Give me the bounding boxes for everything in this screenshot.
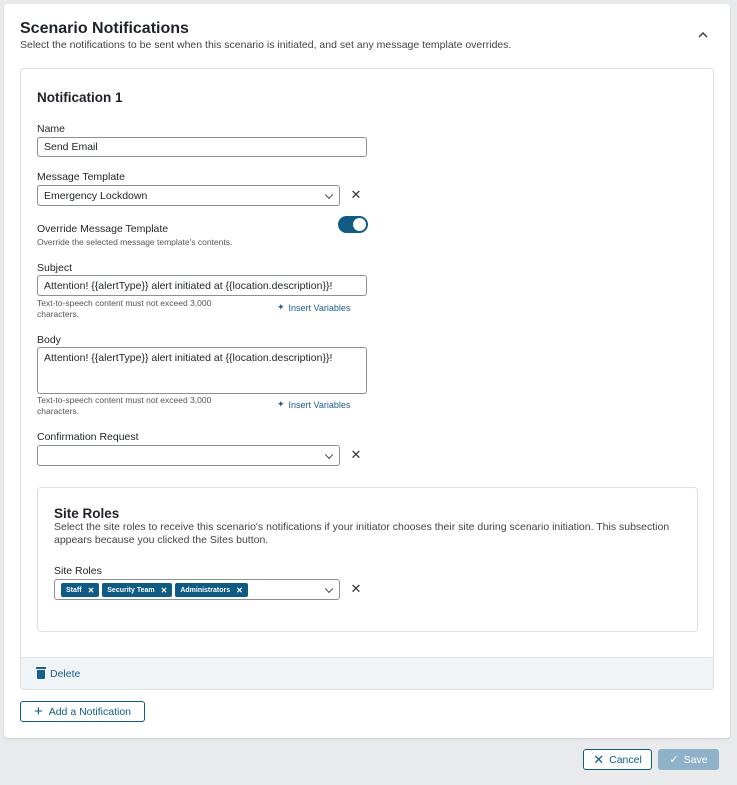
message-template-select[interactable] xyxy=(37,185,340,206)
subject-help: Text-to-speech content must not exceed 3,000 characters. xyxy=(37,298,212,319)
delete-button[interactable] xyxy=(37,668,80,680)
remove-chip-icon[interactable]: ✕ xyxy=(236,585,243,595)
delete-label: Delete xyxy=(50,668,81,680)
name-input[interactable] xyxy=(37,137,367,157)
notification-footer xyxy=(21,657,713,689)
subject-value: Attention! {{alertType}} alert initiated at {{location.description}}! xyxy=(44,279,333,292)
chip-staff xyxy=(61,583,99,597)
sparkle-icon: ✦ xyxy=(277,302,285,312)
body-value: Attention! {{alertType}} alert initiated at {{location.description}}! xyxy=(44,352,333,364)
trash-icon xyxy=(37,670,45,679)
plus-icon: + xyxy=(33,702,43,720)
override-toggle[interactable] xyxy=(338,216,368,233)
site-roles-chips xyxy=(61,583,248,597)
chevron-down-icon xyxy=(325,584,333,592)
body-textarea[interactable] xyxy=(37,347,367,394)
clear-confirmation-icon[interactable]: ✕ xyxy=(350,447,362,462)
cancel-button[interactable] xyxy=(583,749,652,770)
cancel-label: Cancel xyxy=(609,753,642,766)
scenario-notifications-card xyxy=(4,4,730,738)
page-title: Scenario Notifications xyxy=(20,20,189,37)
add-notification-button[interactable] xyxy=(20,701,145,722)
body-insert-variables[interactable] xyxy=(277,399,350,410)
message-template-label: Message Template xyxy=(37,171,125,183)
body-help: Text-to-speech content must not exceed 3,000 characters. xyxy=(37,395,212,416)
remove-chip-icon[interactable]: ✕ xyxy=(160,585,168,595)
site-roles-section xyxy=(37,487,698,632)
page-subtitle: Select the notifications to be sent when this scenario is initiated, and set any message template overrides. xyxy=(20,39,512,51)
chevron-up-icon[interactable] xyxy=(694,26,712,44)
subject-input[interactable] xyxy=(37,275,367,296)
name-label: Name xyxy=(37,123,66,135)
chevron-down-icon xyxy=(325,190,333,198)
confirmation-label: Confirmation Request xyxy=(37,431,139,443)
clear-site-roles-icon[interactable]: ✕ xyxy=(350,581,362,596)
chip-label: Security Team xyxy=(107,586,155,594)
site-roles-multiselect[interactable] xyxy=(54,579,340,600)
save-button[interactable] xyxy=(658,749,719,770)
chip-label: Administrators xyxy=(180,586,231,594)
chip-administrators xyxy=(175,583,248,597)
remove-chip-icon[interactable]: ✕ xyxy=(87,585,95,595)
close-icon: ✕ xyxy=(593,751,605,767)
name-value: Send Email xyxy=(44,141,98,153)
subject-label: Subject xyxy=(37,262,73,274)
sparkle-icon: ✦ xyxy=(277,399,285,409)
notification-panel xyxy=(20,68,714,690)
chevron-down-icon xyxy=(325,450,333,458)
site-roles-field-label: Site Roles xyxy=(54,565,102,577)
subject-insert-label: Insert Variables xyxy=(288,302,351,313)
toggle-knob xyxy=(353,218,366,231)
site-roles-description: Select the site roles to receive this scenario's notifications if your initiator chooses their site during scenario initiation. This subsection appears because you clicked the Sites button. xyxy=(54,521,670,546)
override-help: Override the selected message template's contents. xyxy=(37,237,233,247)
notification-title: Notification 1 xyxy=(37,90,123,105)
confirmation-select[interactable] xyxy=(37,445,340,466)
body-insert-label: Insert Variables xyxy=(288,399,351,410)
message-template-value: Emergency Lockdown xyxy=(44,189,148,202)
override-label: Override Message Template xyxy=(37,223,169,235)
add-notification-label: Add a Notification xyxy=(48,705,132,718)
chip-security-team xyxy=(102,583,172,597)
body-label: Body xyxy=(37,334,61,346)
clear-template-icon[interactable]: ✕ xyxy=(350,187,362,202)
chip-label: Staff xyxy=(66,586,82,594)
save-label: Save xyxy=(683,753,708,766)
check-icon: ✓ xyxy=(669,754,679,766)
site-roles-title: Site Roles xyxy=(54,506,120,521)
subject-insert-variables[interactable] xyxy=(277,302,350,313)
